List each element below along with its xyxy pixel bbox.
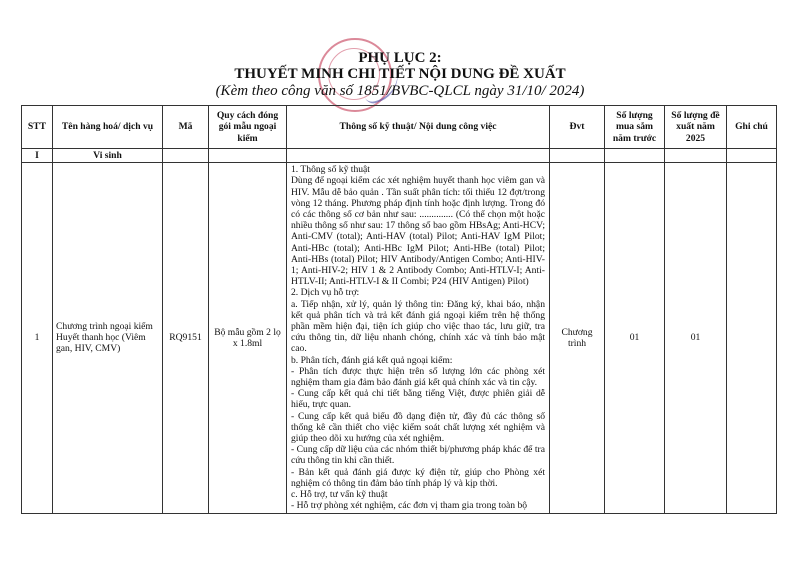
spec-line: Dùng để ngoại kiểm các xét nghiệm huyết thanh học viêm gan và HIV. Mẫu dễ bảo quản . Tần suất phân tích: tối thiểu 12 đợt/trong vòng 12 tháng. Phương pháp định tính hoặc định lượng. Trong đó có các thông số cơ bản như sau: .............. (Có thể chọn một hoặc nhiều thông số như sau: 17 thông số bao gồm HBsAg; Anti-HCV; Anti-CMV (total); Anti-HAV (total) Pilot; Anti-HAV IgM Pilot; Anti-HBc (total); Anti-HBc IgM Pilot; Anti-HBe (total) Pilot; Anti-HBs (total) Pilot; HIV Antibody/Antigen Combo; Anti-HIV-1; Anti-HIV-2; HIV 1 & 2 Antibody Combo; Anti-HTLV-I; Anti-HTLV-II; Anti-HTLV-I & II Combi; P24 (HIV Antigen) Pilot) — [291, 175, 545, 288]
row-code: RQ9151 — [163, 163, 209, 513]
spec-line: 2. Dịch vụ hỗ trợ: — [291, 287, 360, 299]
section-row — [22, 149, 777, 163]
spec-line: - Cung cấp kết quả biểu đồ dạng điện tử, đầy đủ các thông số thống kê cần thiết cho việc kiểm soát chất lượng xét nghiệm và giúp theo dõi xu hướng của xét nghiệm. — [291, 410, 545, 445]
spec-line: a. Tiếp nhận, xử lý, quản lý thông tin: Đăng ký, khai báo, nhận kết quả phân tích và trả kết đánh giá ngoại kiểm trên hệ thống phần mềm hiện đại, tiện ích giúp cho việc thao tác, lưu giữ, tra cứu thông tin, dữ liệu nhanh chóng, chính xác và tính bảo mật cao. — [291, 298, 545, 355]
col-note: Ghi chú — [727, 106, 777, 149]
col-name: Tên hàng hoá/ dịch vụ — [53, 106, 163, 149]
proposal-table — [21, 105, 777, 514]
row-unit: Chương trình — [550, 163, 605, 513]
col-spec: Thông số kỹ thuật/ Nội dung công việc — [287, 106, 550, 149]
appendix-title: PHỤ LỤC 2: — [358, 50, 442, 66]
row-qty-prev: 01 — [605, 163, 665, 513]
spec-line: - Cung cấp kết quả chi tiết bằng tiếng Việt, được phiên giải dễ hiểu, trực quan. — [291, 388, 545, 411]
document-title: THUYẾT MINH CHI TIẾT NỘI DUNG ĐỀ XUẤT — [234, 66, 566, 82]
row-note — [727, 163, 777, 513]
table-header-row — [22, 106, 777, 149]
row-qty-2025: 01 — [665, 163, 727, 513]
col-qty-prev: Số lượng mua sắm năm trước — [605, 106, 665, 149]
table-row — [22, 163, 777, 513]
col-code: Mã — [163, 106, 209, 149]
spec-line: - Cung cấp dữ liệu của các nhóm thiết bị/phương pháp khác để tra cứu thông tin khi cần thiết. — [291, 444, 545, 467]
col-unit: Đvt — [550, 106, 605, 149]
spec-line: - Hỗ trợ phòng xét nghiệm, các đơn vị tham gia trong toàn bộ — [291, 500, 528, 512]
row-spec — [287, 163, 550, 513]
col-qty-2025: Số lượng đề xuất năm 2025 — [665, 106, 727, 149]
section-name: Vi sinh — [53, 149, 163, 163]
spec-line: - Bản kết quả đánh giá được ký điện tử, giúp cho Phòng xét nghiệm có thông tin đảm bảo tính pháp lý và kịp thời. — [291, 466, 545, 489]
spec-line: b. Phân tích, đánh giá kết quả ngoại kiểm: — [291, 354, 453, 366]
row-name: Chương trình ngoại kiểm Huyết thanh học (Viêm gan, HIV, CMV) — [53, 163, 163, 513]
section-stt: I — [22, 149, 53, 163]
spec-line: 1. Thông số kỹ thuật — [291, 164, 370, 176]
col-pack: Quy cách đóng gói mẫu ngoại kiểm — [209, 106, 287, 149]
spec-line: - Phân tích được thực hiện trên số lượng lớn các phòng xét nghiệm tham gia đảm bảo đánh giá kết quả chính xác và tin cậy. — [291, 365, 545, 389]
spec-line: c. Hỗ trợ, tư vấn kỹ thuật — [291, 489, 388, 501]
col-stt: STT — [22, 106, 53, 149]
document-subtitle: (Kèm theo công văn số 1851/BVBC-QLCL ngày 31/10/ 2024) — [215, 83, 585, 99]
row-pack: Bộ mẫu gồm 2 lọ x 1.8ml — [209, 163, 287, 513]
document-header — [0, 50, 800, 100]
row-stt: 1 — [22, 163, 53, 513]
